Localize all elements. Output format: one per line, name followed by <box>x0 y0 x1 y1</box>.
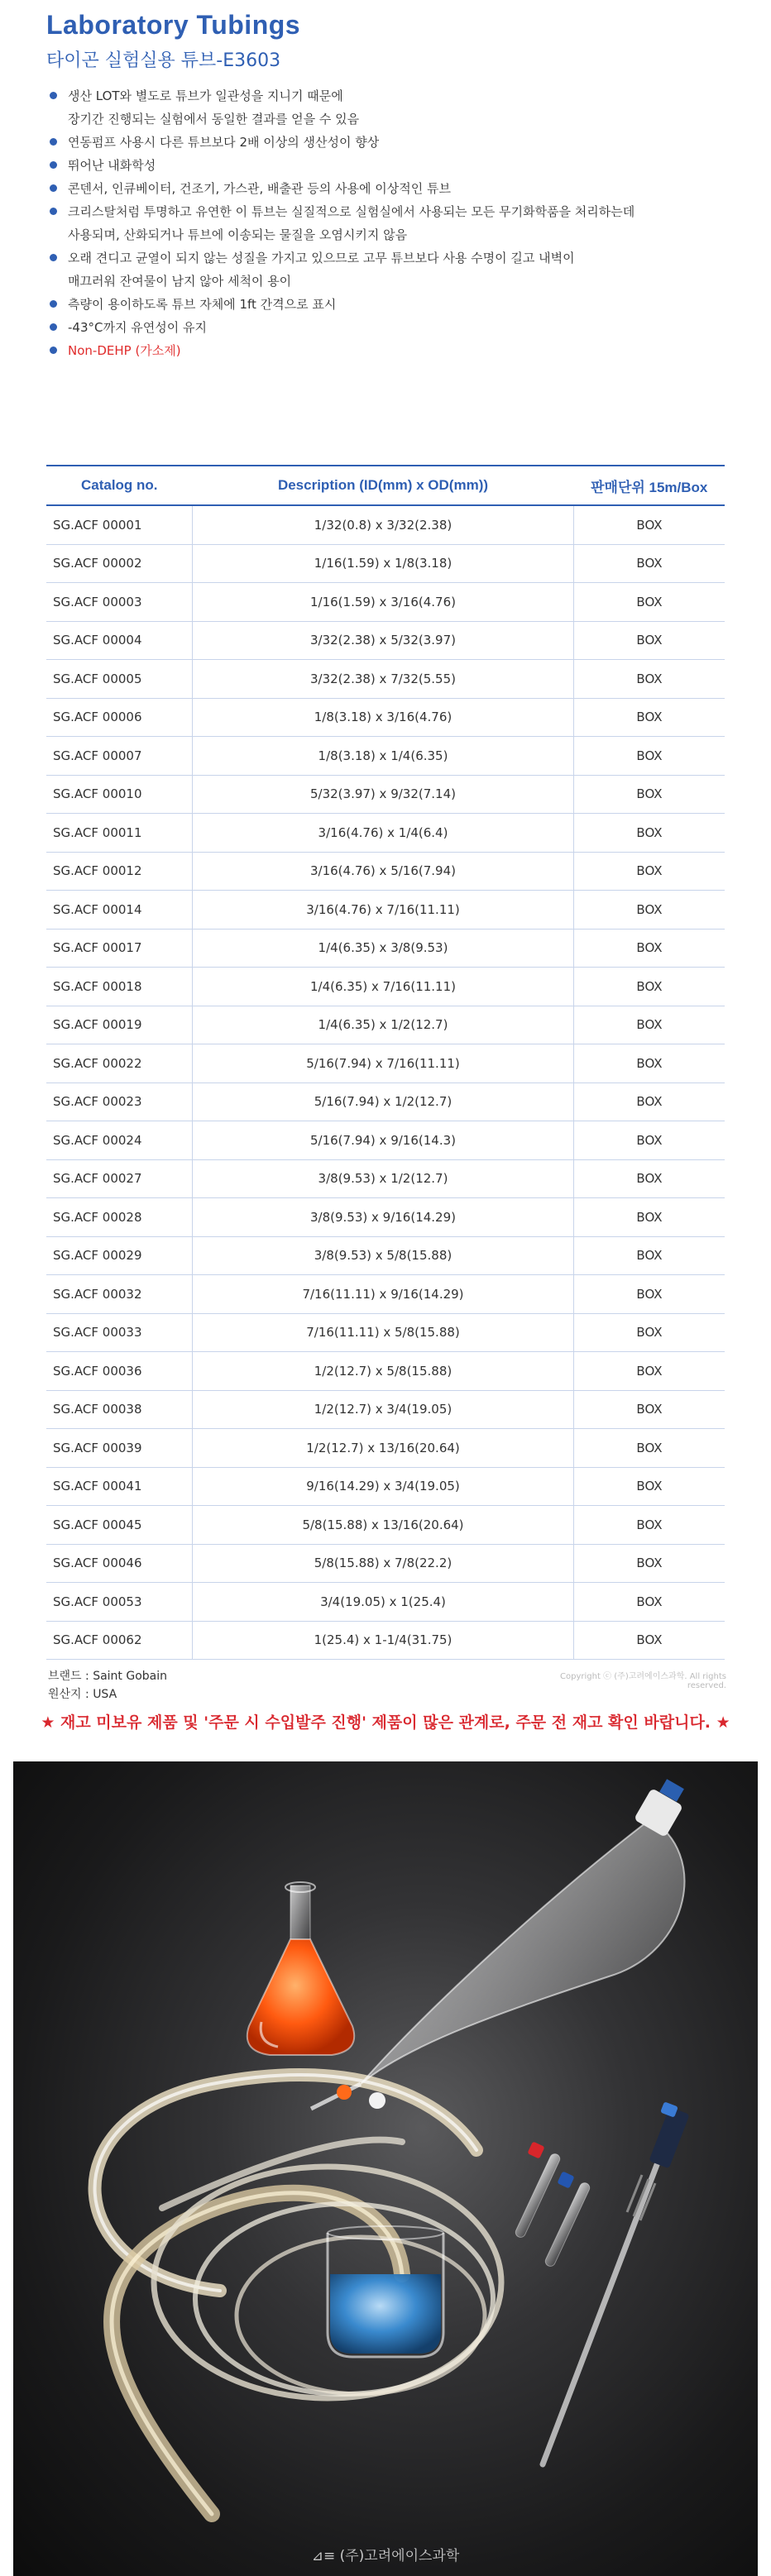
catalog-no-cell: SG.ACF 00029 <box>46 1236 193 1275</box>
description-cell: 5/16(7.94) x 7/16(11.11) <box>193 1044 574 1083</box>
feature-text: 장기간 진행되는 실험에서 동일한 결과를 얻을 수 있음 <box>68 112 360 127</box>
table-row <box>46 698 725 737</box>
description-cell: 1/8(3.18) x 1/4(6.35) <box>193 737 574 776</box>
catalog-no-cell: SG.ACF 00004 <box>46 621 193 660</box>
catalog-no-cell: SG.ACF 00003 <box>46 583 193 622</box>
unit-cell: BOX <box>574 1390 726 1429</box>
catalog-no-cell: SG.ACF 00046 <box>46 1544 193 1583</box>
table-row <box>46 852 725 891</box>
table-row <box>46 929 725 968</box>
description-cell: 1/16(1.59) x 1/8(3.18) <box>193 544 574 583</box>
unit-cell: BOX <box>574 505 726 544</box>
table-row <box>46 1198 725 1237</box>
table-row <box>46 1082 725 1121</box>
bullet-icon <box>50 138 57 146</box>
unit-cell: BOX <box>574 1352 726 1391</box>
table-header-row <box>46 466 725 505</box>
unit-cell: BOX <box>574 1082 726 1121</box>
description-cell: 3/32(2.38) x 5/32(3.97) <box>193 621 574 660</box>
catalog-no-cell: SG.ACF 00002 <box>46 544 193 583</box>
unit-cell: BOX <box>574 1313 726 1352</box>
table-row <box>46 1313 725 1352</box>
description-cell: 3/16(4.76) x 7/16(11.11) <box>193 891 574 930</box>
table-row <box>46 621 725 660</box>
unit-cell: BOX <box>574 698 726 737</box>
test-tubes <box>514 2141 591 2268</box>
table-row <box>46 1429 725 1468</box>
description-cell: 1/4(6.35) x 7/16(11.11) <box>193 968 574 1006</box>
pipette <box>543 2101 690 2464</box>
table-row <box>46 1352 725 1391</box>
feature-text: -43°C까지 유연성이 유지 <box>68 320 207 335</box>
table-row <box>46 1467 725 1506</box>
table-row <box>46 1583 725 1622</box>
unit-cell: BOX <box>574 1236 726 1275</box>
unit-cell: BOX <box>574 621 726 660</box>
product-photo <box>13 1761 758 2576</box>
catalog-no-cell: SG.ACF 00027 <box>46 1159 193 1198</box>
catalog-no-cell: SG.ACF 00010 <box>46 775 193 814</box>
table-row <box>46 1044 725 1083</box>
catalog-no-cell: SG.ACF 00001 <box>46 505 193 544</box>
unit-cell: BOX <box>574 775 726 814</box>
separatory-funnel <box>311 1779 684 2109</box>
description-cell: 7/16(11.11) x 5/8(15.88) <box>193 1313 574 1352</box>
catalog-no-cell: SG.ACF 00023 <box>46 1082 193 1121</box>
unit-cell: BOX <box>574 1583 726 1622</box>
table-row <box>46 544 725 583</box>
page-subtitle: 타이곤 실험실용 튜브-E3603 <box>46 50 281 71</box>
feature-text: 오래 견디고 균열이 되지 않는 성질을 가지고 있으므로 고무 튜브보다 사용 수명이 길고 내벽이 <box>68 251 575 265</box>
feature-item <box>50 131 745 154</box>
origin-text: 원산지 : USA <box>48 1688 117 1701</box>
table-row <box>46 505 725 544</box>
description-cell: 3/8(9.53) x 9/16(14.29) <box>193 1198 574 1237</box>
table-row <box>46 968 725 1006</box>
unit-cell: BOX <box>574 1467 726 1506</box>
description-cell: 1/8(3.18) x 3/16(4.76) <box>193 698 574 737</box>
description-cell: 3/16(4.76) x 5/16(7.94) <box>193 852 574 891</box>
feature-item <box>50 293 745 316</box>
description-cell: 3/8(9.53) x 5/8(15.88) <box>193 1236 574 1275</box>
feature-text: 뛰어난 내화학성 <box>68 158 156 173</box>
table-row <box>46 1006 725 1044</box>
catalog-no-cell: SG.ACF 00053 <box>46 1583 193 1622</box>
bullet-icon <box>50 346 57 354</box>
orange-flask <box>247 1882 354 2055</box>
catalog-no-cell: SG.ACF 00006 <box>46 698 193 737</box>
description-cell: 1/2(12.7) x 13/16(20.64) <box>193 1429 574 1468</box>
catalog-no-cell: SG.ACF 00019 <box>46 1006 193 1044</box>
bullet-icon <box>50 323 57 331</box>
feature-item <box>50 339 745 362</box>
description-cell: 3/4(19.05) x 1(25.4) <box>193 1583 574 1622</box>
bullet-icon <box>50 184 57 192</box>
bullet-icon <box>50 92 57 99</box>
unit-cell: BOX <box>574 1198 726 1237</box>
catalog-no-cell: SG.ACF 00011 <box>46 814 193 853</box>
unit-cell: BOX <box>574 891 726 930</box>
unit-cell: BOX <box>574 1429 726 1468</box>
table-body <box>46 505 725 1660</box>
feature-text: 매끄러워 잔여물이 남지 않아 세척이 용이 <box>68 274 292 289</box>
description-cell: 5/32(3.97) x 9/32(7.14) <box>193 775 574 814</box>
catalog-no-cell: SG.ACF 00012 <box>46 852 193 891</box>
description-cell: 3/32(2.38) x 7/32(5.55) <box>193 660 574 699</box>
feature-text: 생산 LOT와 별도로 튜브가 일관성을 지니기 때문에 <box>68 88 343 103</box>
unit-cell: BOX <box>574 1544 726 1583</box>
table-row <box>46 1621 725 1660</box>
table-row <box>46 775 725 814</box>
feature-item <box>50 200 745 246</box>
feature-item <box>50 177 745 200</box>
catalog-no-cell: SG.ACF 00017 <box>46 929 193 968</box>
catalog-table <box>46 465 725 1660</box>
table-row <box>46 1236 725 1275</box>
table-row <box>46 583 725 622</box>
unit-cell: BOX <box>574 1275 726 1314</box>
feature-text: 콘덴서, 인큐베이터, 건조기, 가스관, 배출관 등의 사용에 이상적인 튜브 <box>68 181 451 196</box>
description-cell: 5/16(7.94) x 1/2(12.7) <box>193 1082 574 1121</box>
catalog-no-cell: SG.ACF 00024 <box>46 1121 193 1160</box>
unit-cell: BOX <box>574 1006 726 1044</box>
feature-text: 측량이 용이하도록 튜브 자체에 1ft 간격으로 표시 <box>68 297 337 312</box>
unit-cell: BOX <box>574 1506 726 1545</box>
table-row <box>46 814 725 853</box>
feature-item <box>50 246 745 293</box>
bullet-icon <box>50 300 57 308</box>
description-cell: 9/16(14.29) x 3/4(19.05) <box>193 1467 574 1506</box>
unit-cell: BOX <box>574 968 726 1006</box>
feature-text: 연동펌프 사용시 다른 튜브보다 2배 이상의 생산성이 향상 <box>68 135 380 150</box>
catalog-no-cell: SG.ACF 00028 <box>46 1198 193 1237</box>
unit-cell: BOX <box>574 929 726 968</box>
description-cell: 1/4(6.35) x 1/2(12.7) <box>193 1006 574 1044</box>
catalog-no-cell: SG.ACF 00041 <box>46 1467 193 1506</box>
description-cell: 1/16(1.59) x 3/16(4.76) <box>193 583 574 622</box>
catalog-no-cell: SG.ACF 00032 <box>46 1275 193 1314</box>
feature-text: Non-DEHP (가소제) <box>68 343 181 358</box>
table-row <box>46 660 725 699</box>
catalog-no-cell: SG.ACF 00033 <box>46 1313 193 1352</box>
table-row <box>46 737 725 776</box>
bullet-icon <box>50 161 57 169</box>
feature-text: 사용되며, 산화되거나 튜브에 이송되는 물질을 오염시키지 않음 <box>68 227 408 242</box>
kace-logo-icon: ⊿≡ <box>311 2548 340 2564</box>
table-row <box>46 1159 725 1198</box>
description-cell: 1/4(6.35) x 3/8(9.53) <box>193 929 574 968</box>
lab-equipment-illustration <box>13 1761 758 2576</box>
description-cell: 1/2(12.7) x 3/4(19.05) <box>193 1390 574 1429</box>
table-row <box>46 1506 725 1545</box>
header-unit: 판매단위 15m/Box <box>574 466 726 505</box>
catalog-no-cell: SG.ACF 00022 <box>46 1044 193 1083</box>
unit-cell: BOX <box>574 1621 726 1660</box>
unit-cell: BOX <box>574 583 726 622</box>
watermark <box>13 2544 758 2564</box>
description-cell: 5/8(15.88) x 7/8(22.2) <box>193 1544 574 1583</box>
stock-notice: ★ 재고 미보유 제품 및 '주문 시 수입발주 진행' 제품이 많은 관계로, 주문 전 재고 확인 바랍니다. ★ <box>41 1713 730 1732</box>
unit-cell: BOX <box>574 1121 726 1160</box>
feature-item <box>50 84 745 131</box>
table-row <box>46 1121 725 1160</box>
bullet-icon <box>50 208 57 215</box>
unit-cell: BOX <box>574 852 726 891</box>
catalog-no-cell: SG.ACF 00007 <box>46 737 193 776</box>
copyright-text: Copyright ⓒ (주)고려에이스과학. All rights reserved. <box>560 1672 726 1690</box>
unit-cell: BOX <box>574 544 726 583</box>
description-cell: 1(25.4) x 1-1/4(31.75) <box>193 1621 574 1660</box>
page-title: Laboratory Tubings <box>46 10 301 40</box>
bullet-icon <box>50 254 57 261</box>
unit-cell: BOX <box>574 660 726 699</box>
description-cell: 5/16(7.94) x 9/16(14.3) <box>193 1121 574 1160</box>
unit-cell: BOX <box>574 814 726 853</box>
feature-item <box>50 316 745 339</box>
description-cell: 3/8(9.53) x 1/2(12.7) <box>193 1159 574 1198</box>
product-meta <box>48 1667 167 1704</box>
watermark-text: (주)고려에이스과학 <box>339 2548 460 2564</box>
catalog-no-cell: SG.ACF 00039 <box>46 1429 193 1468</box>
feature-item <box>50 154 745 177</box>
table-row <box>46 1544 725 1583</box>
brand-text: 브랜드 : Saint Gobain <box>48 1670 167 1683</box>
header-catalog-no: Catalog no. <box>46 466 193 505</box>
description-cell: 1/2(12.7) x 5/8(15.88) <box>193 1352 574 1391</box>
table-row <box>46 891 725 930</box>
catalog-no-cell: SG.ACF 00005 <box>46 660 193 699</box>
table-row <box>46 1390 725 1429</box>
unit-cell: BOX <box>574 1044 726 1083</box>
description-cell: 1/32(0.8) x 3/32(2.38) <box>193 505 574 544</box>
table-row <box>46 1275 725 1314</box>
header-description: Description (ID(mm) x OD(mm)) <box>193 466 574 505</box>
catalog-no-cell: SG.ACF 00014 <box>46 891 193 930</box>
catalog-no-cell: SG.ACF 00036 <box>46 1352 193 1391</box>
catalog-no-cell: SG.ACF 00045 <box>46 1506 193 1545</box>
description-cell: 7/16(11.11) x 9/16(14.29) <box>193 1275 574 1314</box>
catalog-no-cell: SG.ACF 00018 <box>46 968 193 1006</box>
unit-cell: BOX <box>574 737 726 776</box>
catalog-no-cell: SG.ACF 00038 <box>46 1390 193 1429</box>
feature-list <box>50 84 745 362</box>
description-cell: 3/16(4.76) x 1/4(6.4) <box>193 814 574 853</box>
description-cell: 5/8(15.88) x 13/16(20.64) <box>193 1506 574 1545</box>
catalog-no-cell: SG.ACF 00062 <box>46 1621 193 1660</box>
feature-text: 크리스탈처럼 투명하고 유연한 이 튜브는 실질적으로 실험실에서 사용되는 모든 무기화학품을 처리하는데 <box>68 204 635 219</box>
unit-cell: BOX <box>574 1159 726 1198</box>
